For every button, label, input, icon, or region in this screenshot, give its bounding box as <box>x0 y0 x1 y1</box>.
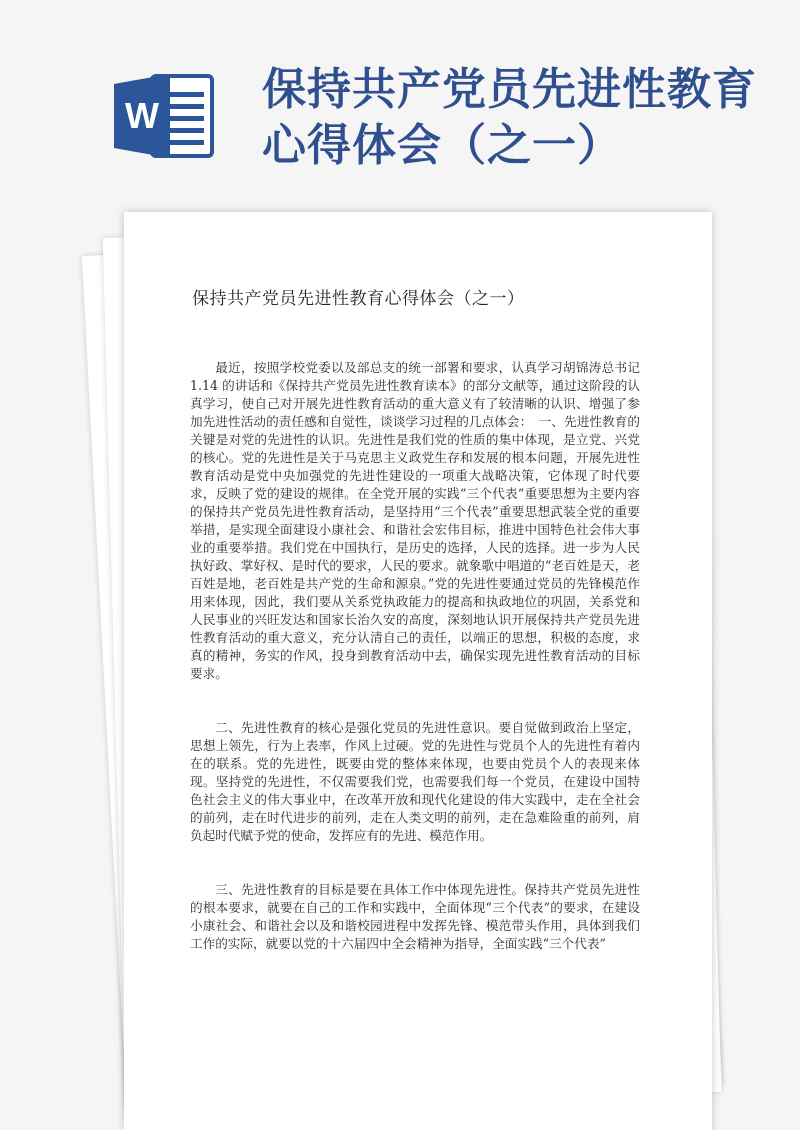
document-title: 保持共产党员先进性教育心得体会（之一） <box>192 289 525 309</box>
paragraph-3: 三、先进性教育的目标是要在具体工作中体现先进性。保持共产党员先进性的根本要求，就要在自己的工作和实践中，全面体现“三个代表”的要求，在建设小康社会、和谐社会以及和谐校园进程中发挥先锋、模范带头作用，具体到我们工作的实际，就要以党的十六届四中全会精神为指导，全面实践“三个代表” <box>190 882 640 951</box>
paragraph-2: 二、先进性教育的核心是强化党员的先进性意识。要自觉做到政治上坚定，思想上领先，行为上表率，作风上过硬。党的先进性与党员个人的先进性有着内在的联系。党的先进性，既要由党的整体来体现，也要由党员个人的表现来体现。坚持党的先进性，不仅需要我们党，也需要我们每一个党员，在建设中国特色社会主义的伟大事业中，在改革开放和现代化建设的伟大实践中，走在全社会的前列，走在时代进步的前列，走在人类文明的前列，走在急难险重的前列，肩负起时代赋予党的使命，发挥应有的先进、模范作用。 <box>190 720 640 843</box>
document-page <box>124 212 712 1130</box>
document-body <box>190 359 640 989</box>
page-title: 保持共产党员先进性教育心得体会（之一） <box>262 64 757 171</box>
paragraph-1: 最近，按照学校党委以及部总支的统一部署和要求，认真学习胡锦涛总书记 1.14 的讲话和《保持共产党员先进性教育读本》的部分文献等，通过这阶段的认真学习，使自己对开展先进性教育活动的重大意义有了较清晰的认识、增强了参加先进性活动的责任感和自觉性，谈谈学习过程的几点体会： 一、先进性教育的关键是对党的先进性的认识。先进性是我们党的性质的集中体现，是立党、兴党的核心。党的先进性是关于马克思主义政党生存和发展的根本问题，开展先进性教育活动是党中央加强党的先进性建设的一项重大战略决策，它体现了时代要求，反映了党的建设的规律。在全党开展的实践“三个代表”重要思想为主要内容的保持共产党员先进性教育活动，是坚持用“三个代表”重要思想武装全党的重要举措，是实现全面建设小康社会、和谐社会宏伟目标，推进中国特色社会伟大事业的重要举措。我们党在中国执行，是历史的选择，人民的选择。进一步为人民执好政、掌好权、是时代的要求，人民的要求。就象歌中唱道的“老百姓是天，老百姓是地，老百姓是共产党的生命和源泉。”党的先进性要通过党员的先锋模范作用来体现，因此，我们要从关系党执政能力的提高和执政地位的巩固，关系党和人民事业的兴旺发达和国家长治久安的高度，深刻地认识开展保持共产党员先进性教育活动的重大意义，充分认清自己的责任，以端正的思想，积极的态度，求真的精神，务实的作风，投身到教育活动中去，确保实现先进性教育活动的目标要求。 <box>190 360 640 681</box>
svg-text:W: W <box>125 95 159 136</box>
word-document-icon <box>112 72 216 160</box>
